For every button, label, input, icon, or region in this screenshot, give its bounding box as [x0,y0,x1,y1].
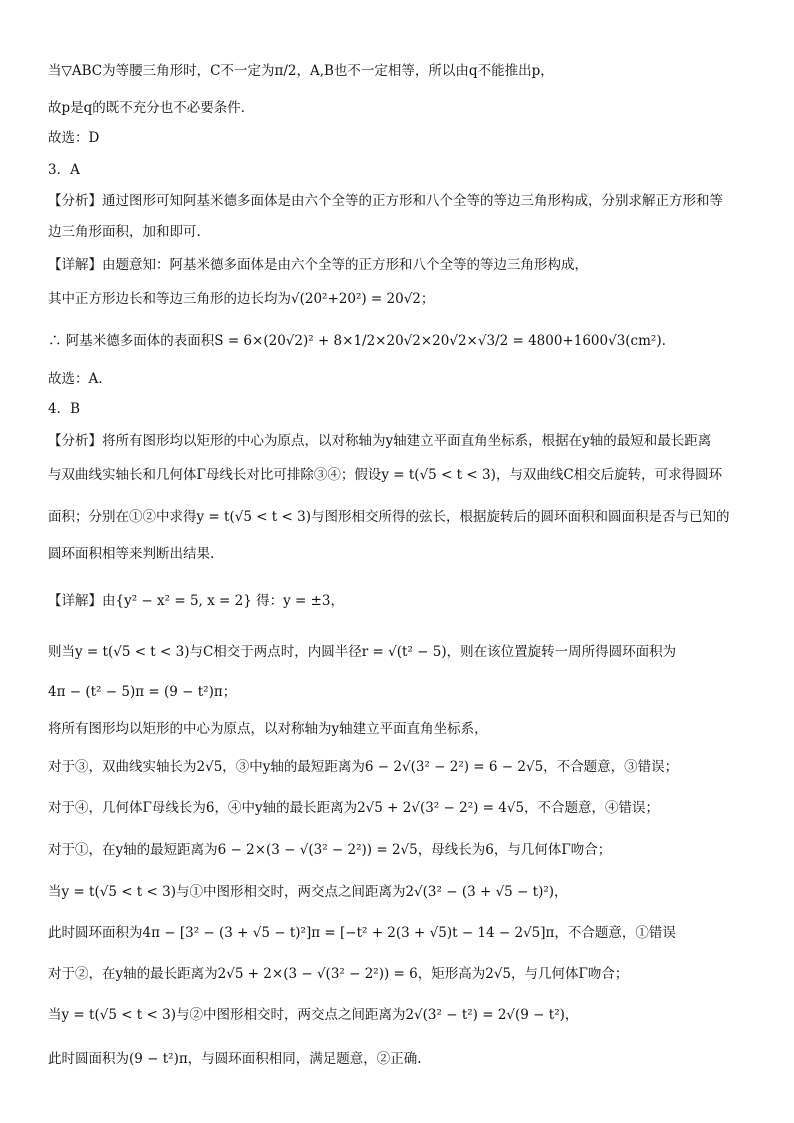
text-line: 当y = t(√5 < t < 3)与①中图形相交时，两交点之间距离为2√(3² − (3 + √5 − t)²)， [48,884,568,900]
text-line: 故p是q的既不充分也不必要条件． [48,100,255,116]
formula-line: ∴ 阿基米德多面体的表面积S = 6×(20√2)² + 8×1/2×20√2×20√2×√3/2 = 4800+1600√3(cm²). [48,333,666,349]
text-line: 面积；分别在①②中求得y = t(√5 < t < 3)与图形相交所得的弦长，根据旋转后的圆环面积和圆面积是否与已知的 [48,509,730,525]
text-line: 此时圆环面积为4π − [3² − (3 + √5 − t)²]π = [−t² + 2(3 + √5)t − 14 − 2√5]π，不合题意，①错误 [48,925,676,941]
formula-line: 4π − (t² − 5)π = (9 − t²)π； [48,684,237,700]
text-line: 边三角形面积，加和即可. [48,224,201,240]
text-line: 圆环面积相等来判断出结果. [48,546,215,562]
text-line: 将所有图形均以矩形的中心为原点，以对称轴为y轴建立平面直角坐标系， [48,721,488,737]
solution-paragraph: 【详解】由题意知：阿基米德多面体是由六个全等的正方形和八个全等的等边三角形构成， [48,257,588,273]
text-line: 故选：D [48,130,100,146]
text-line: 与双曲线实轴长和几何体Γ母线长对比可排除③④；假设y = t(√5 < t < 3)，与双曲线C相交后旋转，可求得圆环 [48,467,723,483]
text-line: 当▽ABC为等腰三角形时，C不一定为π/2，A,B也不一定相等，所以由q不能推出p， [48,63,554,79]
text-line: 对于①，在y轴的最短距离为6 − 2×(3 − √(3² − 2²)) = 2√5，母线长为6，与几何体Γ吻合； [48,842,612,858]
answer-heading: 4．B [48,401,81,417]
text-line: 对于③，双曲线实轴长为2√5，③中y轴的最短距离为6 − 2√(3² − 2²) = 6 − 2√5，不合题意，③错误； [48,759,679,775]
analysis-paragraph: 【分析】将所有图形均以矩形的中心为原点，以对称轴为y轴建立平面直角坐标系，根据在y轴的最短和最长距离 [48,433,712,449]
formula-line: 其中正方形边长和等边三角形的边长均为√(20²+20²) = 20√2； [48,291,435,307]
text-line: 对于④，几何体Γ母线长为6，④中y轴的最长距离为2√5 + 2√(3² − 2²) = 4√5，不合题意，④错误； [48,800,660,816]
text-line: 当y = t(√5 < t < 3)与②中图形相交时，两交点之间距离为2√(3² − t²) = 2√(9 − t²)， [48,1007,579,1023]
text-line: 对于②，在y轴的最长距离为2√5 + 2×(3 − √(3² − 2²)) = 6，矩形高为2√5，与几何体Γ吻合； [48,966,629,982]
text-line: 故选：A. [48,371,103,387]
solution-paragraph: 【详解】由{y² − x² = 5, x = 2} 得：y = ±3， [48,593,345,609]
text-line: 则当y = t(√5 < t < 3)与C相交于两点时，内圆半径r = √(t² − 5)，则在该位置旋转一周所得圆环面积为 [48,644,677,660]
analysis-paragraph: 【分析】通过图形可知阿基米德多面体是由六个全等的正方形和八个全等的等边三角形构成，分别求解正方形和等 [48,193,723,209]
text-line: 此时圆面积为(9 − t²)π，与圆环面积相同，满足题意，②正确. [48,1051,422,1067]
answer-heading: 3．A [48,162,80,178]
